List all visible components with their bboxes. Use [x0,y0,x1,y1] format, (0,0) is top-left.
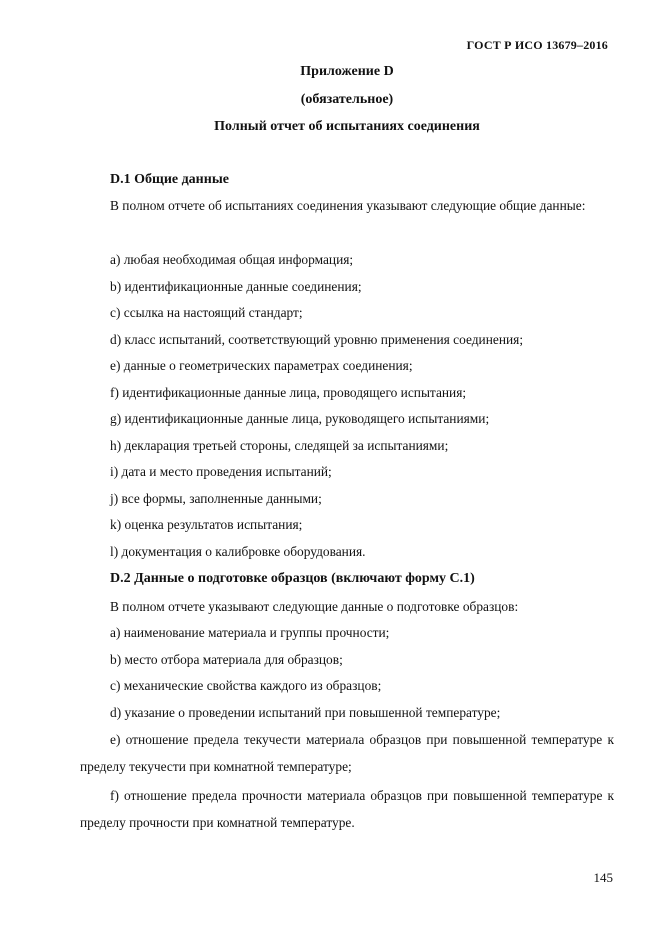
list-item: f) идентификационные данные лица, проводящего испытания; [110,385,467,400]
annex-subtitle: Полный отчет об испытаниях соединения [214,119,480,134]
list-item: j) все формы, заполненные данными; [110,491,322,506]
list-item: i) дата и место проведения испытаний; [110,464,332,479]
section-intro-specimens: В полном отчете указывают следующие данные о подготовке образцов: [110,599,519,614]
annex-title: Приложение D [300,64,394,79]
list-item-paragraph: е) отношение предела текучести материала образцов при повышенной температуре к пределу текучести при комнатной температуре; [80,732,614,774]
annex-status: (обязательное) [300,92,394,107]
list-item: c) механические свойства каждого из образцов; [110,678,382,693]
list-item: g) идентификационные данные лица, руководящего испытаниями; [110,411,490,426]
list-item: a) любая необходимая общая информация; [110,252,354,267]
section-intro-general: В полном отчете об испытаниях соединения указывают следующие общие данные: [110,198,586,213]
list-item: d) указание о проведении испытаний при повышенной температуре; [110,705,501,720]
list-item: h) декларация третьей стороны, следящей за испытаниями; [110,438,449,453]
list-item: b) идентификационные данные соединения; [110,279,362,294]
page-number: 145 [593,870,613,885]
list-item: l) документация о калибровке оборудования. [110,544,366,559]
list-item: d) класс испытаний, соответствующий уровню применения соединения; [110,332,524,347]
section-heading-specimens: D.2 Данные о подготовке образцов (включают форму С.1) [110,571,475,586]
list-item: b) место отбора материала для образцов; [110,652,343,667]
list-item-paragraph: f) отношение предела прочности материала образцов при повышенной температуре к пределу прочности при комнатной температуре. [80,788,614,830]
list-item: a) наименование материала и группы прочности; [110,625,390,640]
section-heading-general: D.1 Общие данные [110,172,229,187]
list-item: c) ссылка на настоящий стандарт; [110,305,303,320]
document-standard-id: ГОСТ Р ИСО 13679–2016 [466,38,608,52]
list-item: k) оценка результатов испытания; [110,517,303,532]
list-item: e) данные о геометрических параметрах соединения; [110,358,413,373]
